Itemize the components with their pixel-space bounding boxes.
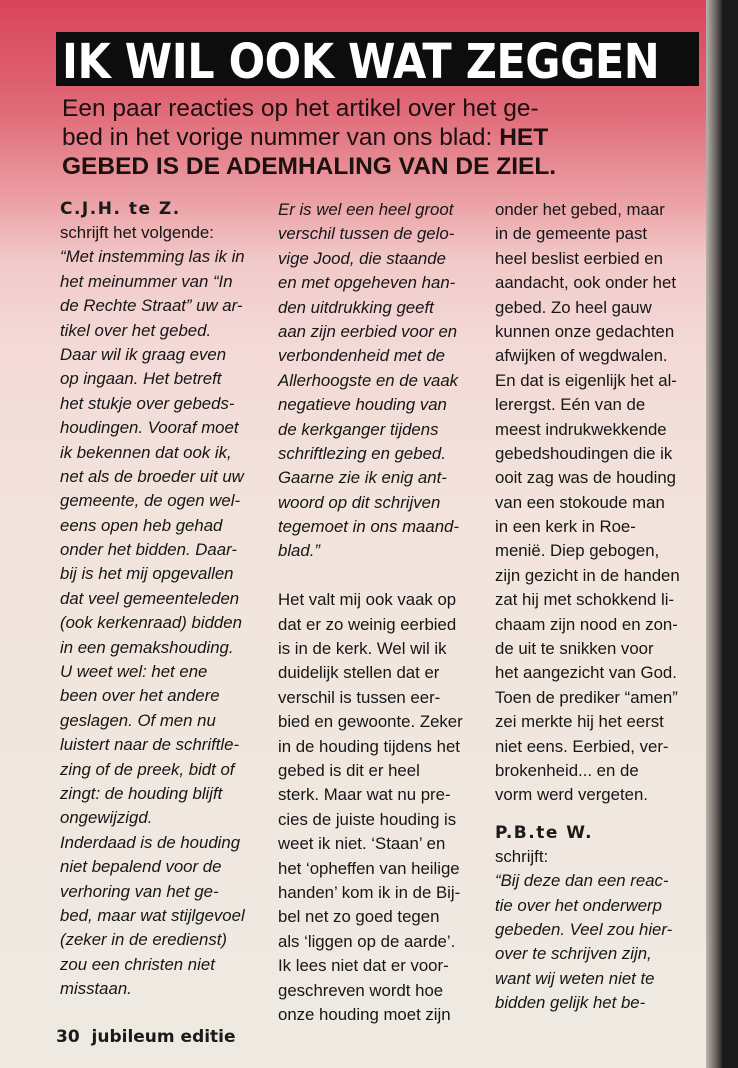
column-3 — [495, 198, 700, 1016]
text-line: tie over het onderwerp — [495, 895, 662, 915]
text-line: het ‘opheffen van heilige — [278, 858, 460, 878]
text-line: Inderdaad is de houding — [60, 832, 241, 852]
text-line: in de houding tijdens het — [278, 736, 460, 756]
text-line: bel net zo goed tegen — [278, 907, 440, 927]
text-line: been over het andere — [60, 686, 220, 706]
text-line: U weet wel: het ene — [60, 662, 208, 682]
page-footer — [56, 1027, 236, 1047]
text-line: Gaarne zie ik enig ant- — [278, 468, 447, 488]
column-2-lines-b — [278, 588, 488, 1027]
text-line: duidelijk stellen dat er — [278, 663, 440, 683]
text-line: Allerhoogste en de vaak — [278, 370, 459, 390]
text-line: bed, maar wat stijlgevoel — [60, 905, 245, 925]
text-line: het aangezicht van God. — [495, 663, 677, 683]
text-line: houdingen. Vooraf moet — [60, 418, 239, 438]
text-line: want wij weten niet te — [495, 968, 655, 988]
text-line: zei merkte hij het eerst — [495, 712, 664, 732]
text-line: afwijken of wegdwalen. — [495, 346, 668, 366]
text-line: van een stokoude man — [495, 492, 665, 512]
text-line: als ‘liggen op de aarde’. — [278, 931, 456, 951]
intro-line-2: bed in het vorige nummer van ons blad: — [62, 124, 493, 151]
text-line: net als de broeder uit uw — [60, 466, 244, 486]
text-line: gebed. Zo heel gauw — [495, 297, 652, 317]
text-line: zijn gezicht in de handen — [495, 565, 680, 585]
text-line: lerergst. Eén van de — [495, 395, 646, 415]
text-line: Toen de prediker “amen” — [495, 687, 678, 707]
author-name: P.B.te W. — [495, 822, 594, 843]
text-line: den uitdrukking geeft — [278, 297, 434, 317]
text-line: niet eens. Eerbied, ver- — [495, 736, 669, 756]
text-line: heel beslist eerbied en — [495, 248, 663, 268]
text-line: gebed is dit er heel — [278, 760, 420, 780]
text-line: geschreven wordt hoe — [278, 980, 444, 1000]
text-line: schrijft het volgende: — [60, 223, 214, 242]
text-line: gebeden. Veel zou hier- — [495, 919, 673, 939]
text-line: en met opgeheven han- — [278, 273, 456, 293]
text-line: gebedshoudingen die ik — [495, 443, 673, 463]
text-line: zat hij met schokkend li- — [495, 590, 675, 610]
text-line: negatieve houding van — [278, 395, 447, 415]
column-3-lines-b — [495, 845, 700, 1016]
column-2-lines-a — [278, 198, 488, 564]
text-line: in een kerk in Roe- — [495, 517, 636, 537]
text-line: niet bepalend voor de — [60, 857, 222, 877]
text-line: verschil tussen de gelo- — [278, 224, 455, 244]
text-line: verhoring van het ge- — [60, 881, 219, 901]
text-line: (ook kerkenraad) bidden — [60, 613, 242, 633]
article-title: IK WIL OOK WAT ZEGGEN — [62, 34, 660, 91]
text-line: aandacht, ook onder het — [495, 273, 677, 293]
author-name: C.J.H. te Z. — [60, 199, 181, 219]
text-line: in de gemeente past — [495, 224, 648, 244]
text-line: bied en gewoonte. Zeker — [278, 712, 463, 732]
text-line: op ingaan. Het betreft — [60, 369, 222, 389]
column-1 — [60, 198, 265, 1002]
text-line: “Met instemming las ik in — [60, 247, 245, 267]
intro-line-2-bold: HET — [499, 124, 549, 151]
text-line: zing of de preek, bidt of — [60, 759, 235, 779]
edition-label: jubileum editie — [91, 1027, 236, 1047]
text-line: verbondenheid met de — [278, 346, 446, 366]
text-line: gemeente, de ogen wel- — [60, 491, 241, 511]
text-line: Er is wel een heel groot — [278, 200, 454, 219]
text-line: dat er zo weinig eerbied — [278, 614, 457, 634]
text-line: meest indrukwekkende — [495, 419, 667, 439]
text-line: zou een christen niet — [60, 954, 215, 974]
text-line: misstaan. — [60, 979, 132, 999]
text-line: schrijft: — [495, 846, 549, 866]
paragraph-gap — [495, 808, 700, 822]
text-line: weet ik niet. ‘Staan’ en — [278, 834, 446, 854]
text-line: ongewijzigd. — [60, 808, 153, 828]
column-3-lines-a — [495, 198, 700, 808]
text-line: Het valt mij ook vaak op — [278, 590, 457, 610]
text-line: de kerkganger tijdens — [278, 419, 439, 439]
text-line: de Rechte Straat” uw ar- — [60, 296, 243, 316]
text-line: schriftlezing en gebed. — [278, 443, 446, 463]
text-line: geslagen. Of men nu — [60, 710, 216, 730]
text-line: verschil is tussen eer- — [278, 687, 441, 707]
text-line: ik bekennen dat ook ik, — [60, 442, 232, 462]
text-line: onder het gebed, maar — [495, 200, 665, 219]
text-line: tegemoet in ons maand- — [278, 517, 459, 537]
text-line: vige Jood, die staande — [278, 248, 446, 268]
intro-line-3-bold: GEBED IS DE ADEMHALING VAN DE ZIEL. — [62, 153, 557, 180]
text-line: aan zijn eerbied voor en — [278, 321, 458, 341]
text-line: tikel over het gebed. — [60, 320, 212, 340]
text-line: handen’ kom ik in de Bij- — [278, 882, 461, 902]
text-line: luistert naar de schriftle- — [60, 735, 240, 755]
text-line: sterk. Maar wat nu pre- — [278, 785, 451, 805]
text-line: chaam zijn nood en zon- — [495, 614, 678, 634]
text-line: dat veel gemeenteleden — [60, 588, 240, 608]
text-line: bij is het mij opgevallen — [60, 564, 234, 584]
column-1-lines — [60, 221, 265, 1002]
text-line: het stukje over gebeds- — [60, 393, 235, 413]
text-line: in een gemakshouding. — [60, 637, 234, 657]
text-line: menië. Diep gebogen, — [495, 541, 660, 561]
page-number: 30 — [56, 1027, 80, 1047]
text-line: eens open heb gehad — [60, 515, 223, 535]
paragraph-gap — [278, 564, 488, 588]
text-line: cies de juiste houding is — [278, 809, 457, 829]
text-line: kunnen onze gedachten — [495, 321, 675, 341]
text-line: vorm werd vergeten. — [495, 785, 648, 805]
text-line: “Bij deze dan een reac- — [495, 871, 669, 891]
text-line: blad.” — [278, 541, 320, 561]
article-intro — [62, 94, 702, 181]
text-line: is in de kerk. Wel wil ik — [278, 639, 447, 659]
intro-line-1: Een paar reacties op het artikel over het ge- — [62, 95, 539, 122]
column-2 — [278, 198, 488, 1027]
page-edge-shadow — [706, 0, 722, 1068]
text-line: En dat is eigenlijk het al- — [495, 370, 677, 390]
text-line: bidden gelijk het be- — [495, 993, 646, 1013]
text-line: (zeker in de eredienst) — [60, 930, 227, 950]
text-line: onze houding moet zijn — [278, 1004, 451, 1024]
text-line: brokenheid... en de — [495, 760, 639, 780]
text-line: onder het bidden. Daar- — [60, 540, 237, 560]
text-line: het meinummer van “In — [60, 271, 233, 291]
text-line: woord op dit schrijven — [278, 492, 441, 512]
text-line: Daar wil ik graag even — [60, 344, 227, 364]
text-line: Ik lees niet dat er voor- — [278, 956, 449, 976]
text-line: ooit zag was de houding — [495, 468, 676, 488]
text-line: over te schrijven zijn, — [495, 944, 652, 964]
text-line: zingt: de houding blijft — [60, 783, 223, 803]
text-line: de uit te snikken voor — [495, 639, 654, 659]
